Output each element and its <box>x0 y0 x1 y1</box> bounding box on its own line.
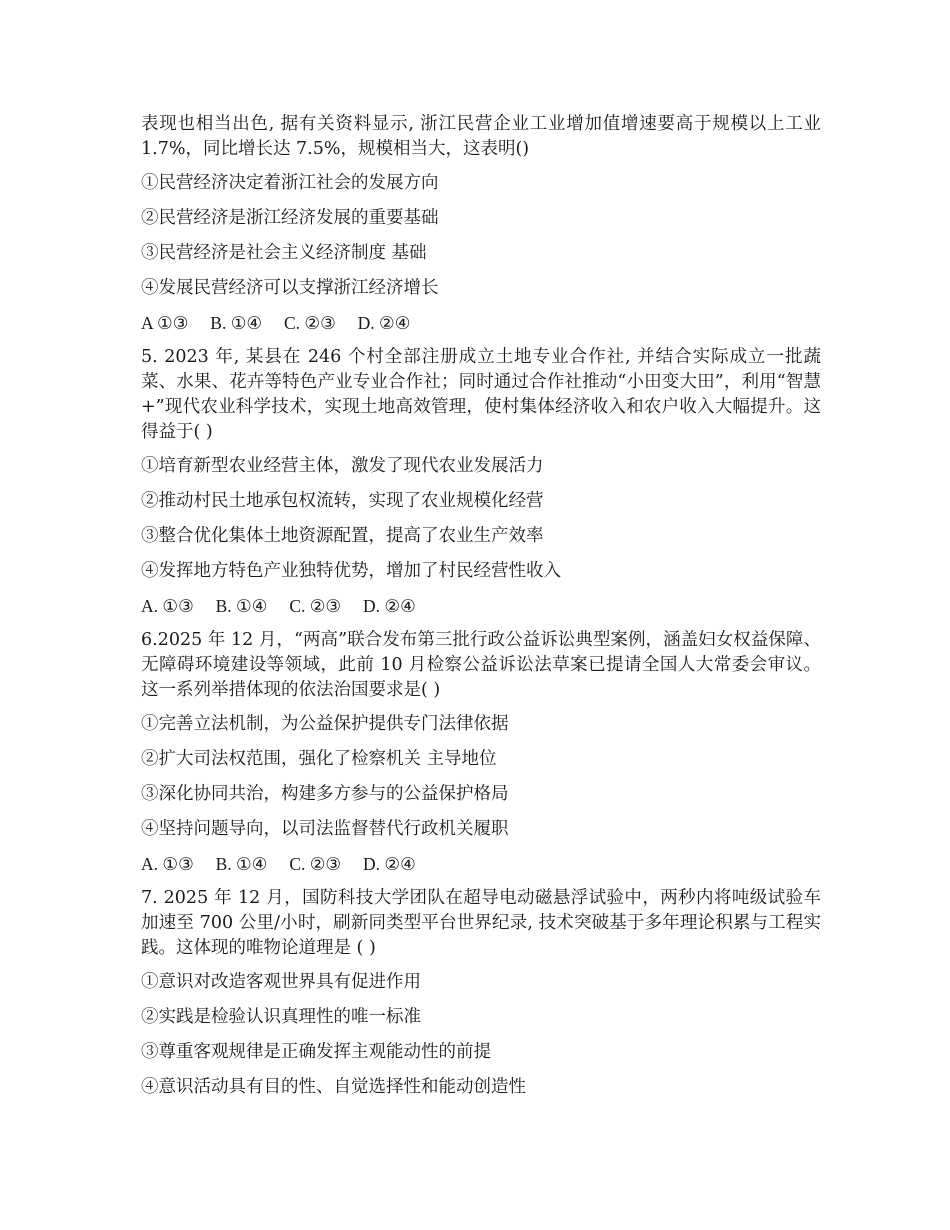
question-4-option-3: ③民营经济是社会主义经济制度 基础 <box>141 243 427 263</box>
question-7-option-2: ②实践是检验认识真理性的唯一标准 <box>141 1007 421 1027</box>
question-6 <box>141 628 821 877</box>
question-7-option-3: ③尊重客观规律是正确发挥主观能动性的前提 <box>141 1042 491 1062</box>
question-7 <box>141 886 821 1100</box>
question-5-option-4: ④发挥地方特色产业独特优势，增加了村民经营性收入 <box>141 561 561 581</box>
question-6-option-4: ④坚持问题导向，以司法监督替代行政机关履职 <box>141 819 509 839</box>
question-6-option-3: ③深化协同共治，构建多方参与的公益保护格局 <box>141 784 509 804</box>
question-5-option-1: ①培育新型农业经营主体，激发了现代农业发展活力 <box>141 456 544 476</box>
question-5 <box>141 345 821 619</box>
question-5-answer-choices: A. ①③ B. ①④ C. ②③ D. ②④ <box>141 596 416 616</box>
page-content <box>141 112 821 1110</box>
question-7-option-4: ④意识活动具有目的性、自觉选择性和能动创造性 <box>141 1077 526 1097</box>
question-5-option-3: ③整合优化集体土地资源配置，提高了农业生产效率 <box>141 526 544 546</box>
question-7-option-1: ①意识对改造客观世界具有促进作用 <box>141 972 421 992</box>
question-7-stem: 7. 2025 年 12 月，国防科技大学团队在超导电动磁悬浮试验中，两秒内将吨级试验车加速至 700 公里/小时，刷新同类型平台世界纪录, 技术突破基于多年理论积累与工程实践。这体现的唯物论道理是 ( ) <box>141 888 821 958</box>
question-4-answer-choices: A ①③ B. ①④ C. ②③ D. ②④ <box>141 313 411 333</box>
question-6-stem: 6.2025 年 12 月，“两高”联合发布第三批行政公益诉讼典型案例，涵盖妇女权益保障、无障碍环境建设等领域，此前 10 月检察公益诉讼法草案已提请全国人大常委会审议。这一系列举措体现的依法治国要求是( ) <box>141 630 821 700</box>
question-4-stem: 表现也相当出色, 据有关资料显示, 浙江民营企业工业增加值增速要高于规模以上工业 1.7%，同比增长达 7.5%，规模相当大，这表明() <box>141 114 821 159</box>
question-6-option-1: ①完善立法机制，为公益保护提供专门法律依据 <box>141 714 509 734</box>
question-4-option-4: ④发展民营经济可以支撑浙江经济增长 <box>141 278 439 298</box>
question-6-answer-choices: A. ①③ B. ①④ C. ②③ D. ②④ <box>141 854 416 874</box>
question-6-option-2: ②扩大司法权范围，强化了检察机关 主导地位 <box>141 749 497 769</box>
question-4-option-1: ①民营经济决定着浙江社会的发展方向 <box>141 173 439 193</box>
question-5-option-2: ②推动村民土地承包权流转，实现了农业规模化经营 <box>141 491 544 511</box>
question-5-stem: 5. 2023 年, 某县在 246 个村全部注册成立土地专业合作社, 并结合实际成立一批蔬菜、水果、花卉等特色产业专业合作社；同时通过合作社推动“小田变大田”，利用“智慧+”现代农业科学技术，实现土地高效管理，使村集体经济收入和农户收入大幅提升。这得益于( ) <box>141 347 821 442</box>
question-4-option-2: ②民营经济是浙江经济发展的重要基础 <box>141 208 439 228</box>
question-4 <box>141 112 821 336</box>
